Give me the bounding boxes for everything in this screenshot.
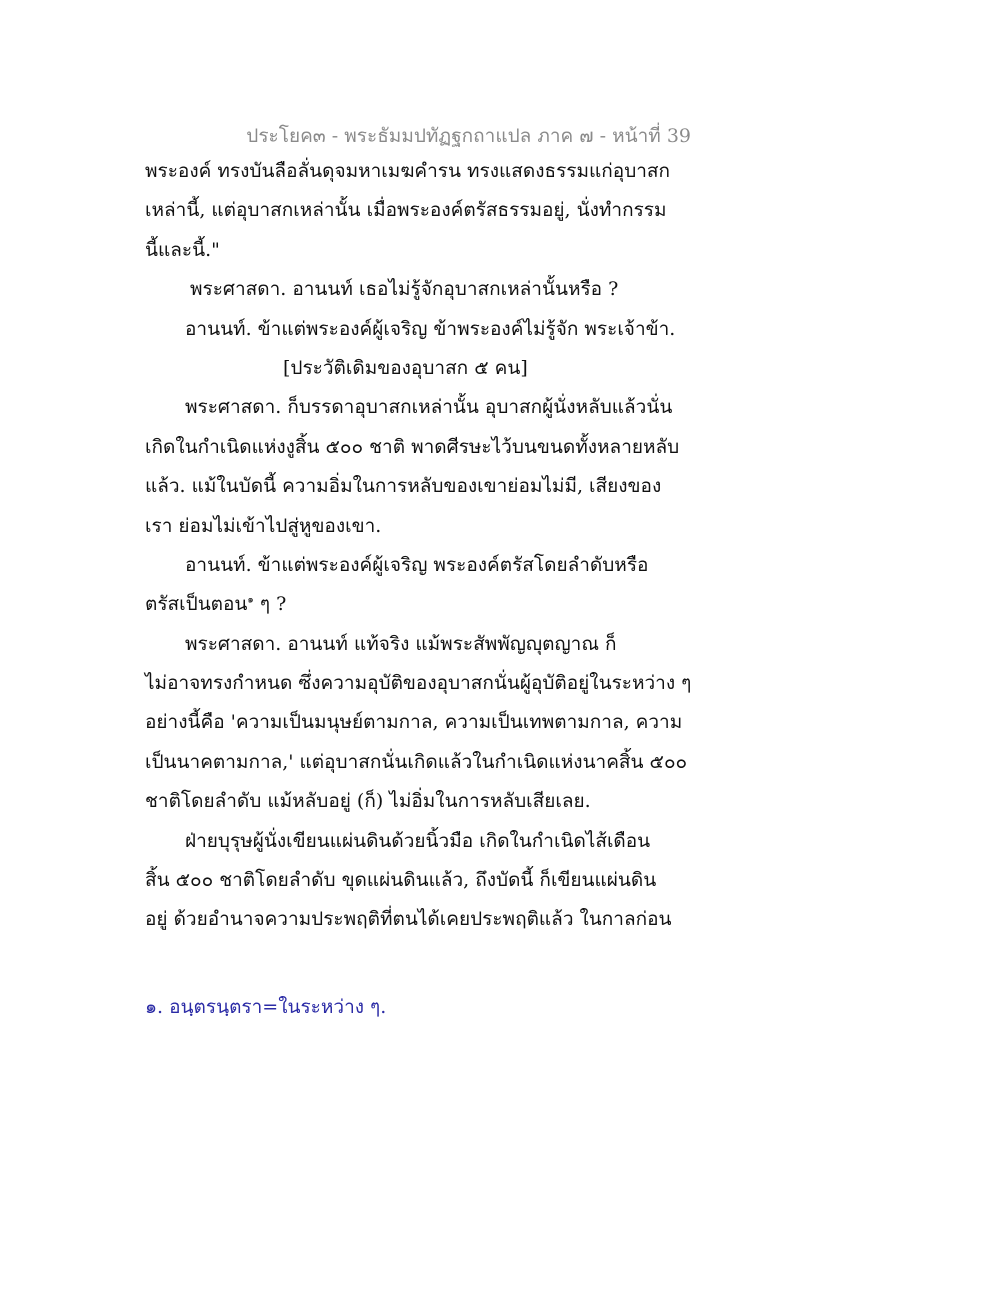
text-line: ชาติโดยลำดับ แม้หลับอยู่ (ก็) ไม่อิ่มในการหลับเสียเลย.: [145, 790, 591, 813]
text-line: เหล่านี้, แต่อุบาสกเหล่านั้น เมื่อพระองค์ตรัสธรรมอยู่, นั่งทำกรรม: [145, 199, 667, 222]
text-line: เป็นนาคตามกาล,' แต่อุบาสกนั่นเกิดแล้วในกำเนิดแห่งนาคสิ้น ๕๐๐: [145, 750, 688, 773]
dialogue-line: พระศาสดา. อานนท์ เธอไม่รู้จักอุบาสกเหล่านั้นหรือ ?: [190, 278, 619, 301]
text-line: เกิดในกำเนิดแห่งงูสิ้น ๕๐๐ ชาติ พาดศีรษะไว้บนขนดทั้งหลายหลับ: [145, 435, 680, 458]
footnoted-line-after: ๆ ?: [253, 593, 287, 616]
text-line: อยู่ ด้วยอำนาจความประพฤติที่ตนได้เคยประพฤติแล้ว ในกาลก่อน: [145, 908, 672, 931]
text-line: อย่างนี้คือ 'ความเป็นมนุษย์ตามกาล, ความเป็นเทพตามกาล, ความ: [145, 711, 683, 734]
footnote-text: ๑. อนฺตรนฺตรา=ในระหว่าง ๆ.: [145, 996, 387, 1018]
dialogue-line: อานนท์. ข้าแต่พระองค์ผู้เจริญ ข้าพระองค์ไม่รู้จัก พระเจ้าข้า.: [185, 317, 676, 340]
footnote: [145, 992, 386, 1022]
running-title: ประโยค๓ - พระธัมมปทัฏฐกถาแปล ภาค ๗ - หน้าที่ 39: [246, 125, 691, 147]
footnoted-line-before: ตรัสเป็นตอน: [145, 593, 248, 616]
footnoted-line: [145, 585, 705, 624]
text-line: นี้และนี้.": [145, 238, 220, 261]
text-line: ไม่อาจทรงกำหนด ซึ่งความอุบัติของอุบาสกนั่นผู้อุบัติอยู่ในระหว่าง ๆ: [145, 672, 692, 695]
footnote-marker: ๑: [247, 594, 254, 606]
text-line: พระองค์ ทรงบันลือลั่นดุจมหาเมฆคำรน ทรงแสดงธรรมแก่อุบาสก: [145, 160, 671, 182]
dialogue-line: พระศาสดา. อานนท์ แท้จริง แม้พระสัพพัญญุตญาณ ก็: [185, 632, 617, 655]
dialogue-line: พระศาสดา. ก็บรรดาอุบาสกเหล่านั้น อุบาสกผู้นั่งหลับแล้วนั่น: [185, 396, 673, 419]
text-line: เรา ย่อมไม่เข้าไปสู่หูของเขา.: [145, 514, 382, 537]
section-heading: [ประวัติเดิมของอุบาสก ๕ คน]: [283, 356, 528, 379]
dialogue-line: อานนท์. ข้าแต่พระองค์ผู้เจริญ พระองค์ตรัสโดยลำดับหรือ: [185, 553, 649, 576]
text-line: แล้ว. แม้ในบัดนี้ ความอิ่มในการหลับของเขาย่อมไม่มี, เสียงของ: [145, 475, 662, 498]
paragraph-start-line: ฝ่ายบุรุษผู้นั่งเขียนแผ่นดินด้วยนิ้วมือ เกิดในกำเนิดไส้เดือน: [185, 829, 651, 852]
body-text: [145, 152, 705, 940]
page-header: [246, 121, 691, 151]
text-line: สิ้น ๕๐๐ ชาติโดยลำดับ ขุดแผ่นดินแล้ว, ถึงบัดนี้ ก็เขียนแผ่นดิน: [145, 869, 657, 892]
